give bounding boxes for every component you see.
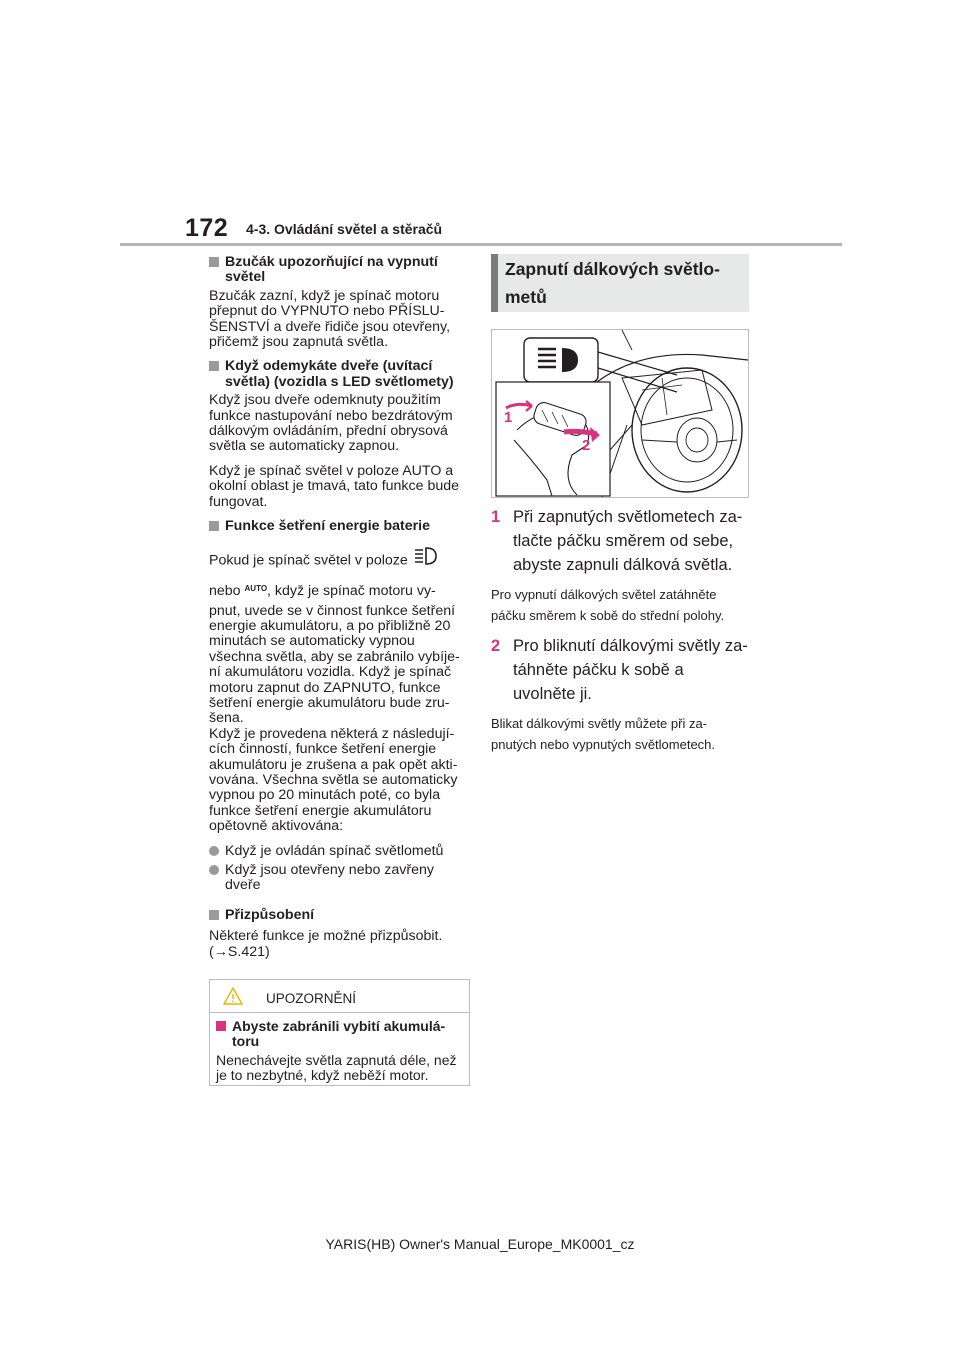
square-bullet-icon: [209, 521, 219, 531]
paragraph: Když je provedena některá z následují-cích činností, funkce šetření energie akumulátoru je zrušena a pak opět akti-vována. Všechna světla se automaticky vypnou po 20 minutách poté, co byla funkce šetření energie akumulátoru opětovně aktivována:: [209, 725, 458, 835]
page-number: 172: [185, 214, 229, 242]
list-item: Když jsou otevřeny nebo zavřeny dveře: [209, 863, 471, 894]
caution-text: Nenechávejte světla zapnutá déle, než je to nezbytné, když neběží motor.: [216, 1051, 457, 1084]
step-note: Blikat dálkovými světly můžete při za-pnutých nebo vypnutých světlometech.: [491, 716, 716, 752]
round-bullet-icon: [209, 865, 219, 875]
paragraph: Když je spínač světel v poloze AUTO a okolní oblast je tmavá, tato funkce bude fungovat.: [209, 462, 460, 510]
step-number: 1: [491, 508, 501, 526]
heading-battery-saver: Funkce šetření energie baterie: [209, 519, 471, 534]
right-instructions: [491, 505, 749, 763]
list-item: Když je ovládán spínač světlometů: [209, 844, 471, 859]
paragraph: Bzučák zazní, když je spínač motoru přepnut do VYPNUTO nebo PŘÍSLU-ŠENSTVÍ a dveře řidiče jsou otevřeny, přičemž jsou zapnutá světla.: [209, 287, 451, 351]
high-beam-illustration: [491, 329, 749, 498]
square-bullet-icon: [209, 361, 219, 371]
banner-title: Zapnutí dálkových světlo-metů: [505, 259, 720, 307]
step-note: Pro vypnutí dálkových světel zatáhněte páčku směrem k sobě do střední polohy.: [491, 587, 725, 623]
footer-text: YARIS(HB) Owner's Manual_Europe_MK0001_cz: [325, 1236, 635, 1252]
left-column: [209, 255, 471, 960]
header-divider: [120, 243, 842, 246]
round-bullet-icon: [209, 846, 219, 856]
square-bullet-icon: [209, 257, 219, 267]
section-banner: [491, 254, 749, 312]
callout-2-label: 2: [582, 437, 591, 454]
square-bullet-icon: [216, 1021, 226, 1031]
right-column: [491, 254, 749, 312]
headlight-switch-icon: [412, 545, 438, 576]
section-title: 4-3. Ovládání světel a stěračů: [246, 221, 443, 237]
step-1: 1 Při zapnutých světlometech za-tlačte páčku směrem od sebe, abyste zapnuli dálková světla.: [491, 505, 749, 577]
paragraph: Pokud je spínač světel v poloze: [209, 545, 471, 576]
paragraph: Když jsou dveře odemknuty použitím funkce nastupování nebo bezdrátovým dálkovým ovládáním, přední obrysová světla se automaticky zapnou.: [209, 392, 453, 455]
auto-icon: AUTO: [244, 583, 268, 593]
heading-welcome-lights: Když odemykáte dveře (uvítací světla) (vozidla s LED světlomety): [209, 359, 471, 390]
page-reference-link[interactable]: (→S.421): [209, 943, 270, 960]
paragraph: nebo AUTO, když je spínač motoru vy-: [209, 576, 471, 604]
caution-box: [209, 979, 470, 1086]
caution-header: [210, 980, 469, 1013]
square-bullet-icon: [209, 910, 219, 920]
callout-1-label: 1: [504, 409, 513, 426]
caution-title: UPOZORNĚNÍ: [266, 990, 357, 1006]
step-number: 2: [491, 637, 501, 655]
caution-subtitle: Abyste zabránili vybití akumulá-toru: [216, 1019, 463, 1050]
paragraph: Některé funkce je možné přizpůsobit.: [209, 928, 443, 945]
step-2: 2 Pro bliknutí dálkovými světly za-táhněte páčku k sobě a uvolněte ji.: [491, 634, 749, 706]
paragraph: pnut, uvede se v činnost funkce šetření energie akumulátoru, a po přibližně 20 minutách se automaticky vypnou všechna světla, aby se zabránilo vybíje-ní akumulátoru vozidla. Když je spínač motoru zapnut do ZAPNUTO, funkce šetření energie akumulátoru bude zru-šena.: [209, 602, 460, 727]
warning-triangle-icon: [222, 986, 244, 1011]
heading-light-reminder: Bzučák upozorňující na vypnutí světel: [209, 255, 471, 286]
heading-customization: Přizpůsobení: [209, 908, 471, 923]
